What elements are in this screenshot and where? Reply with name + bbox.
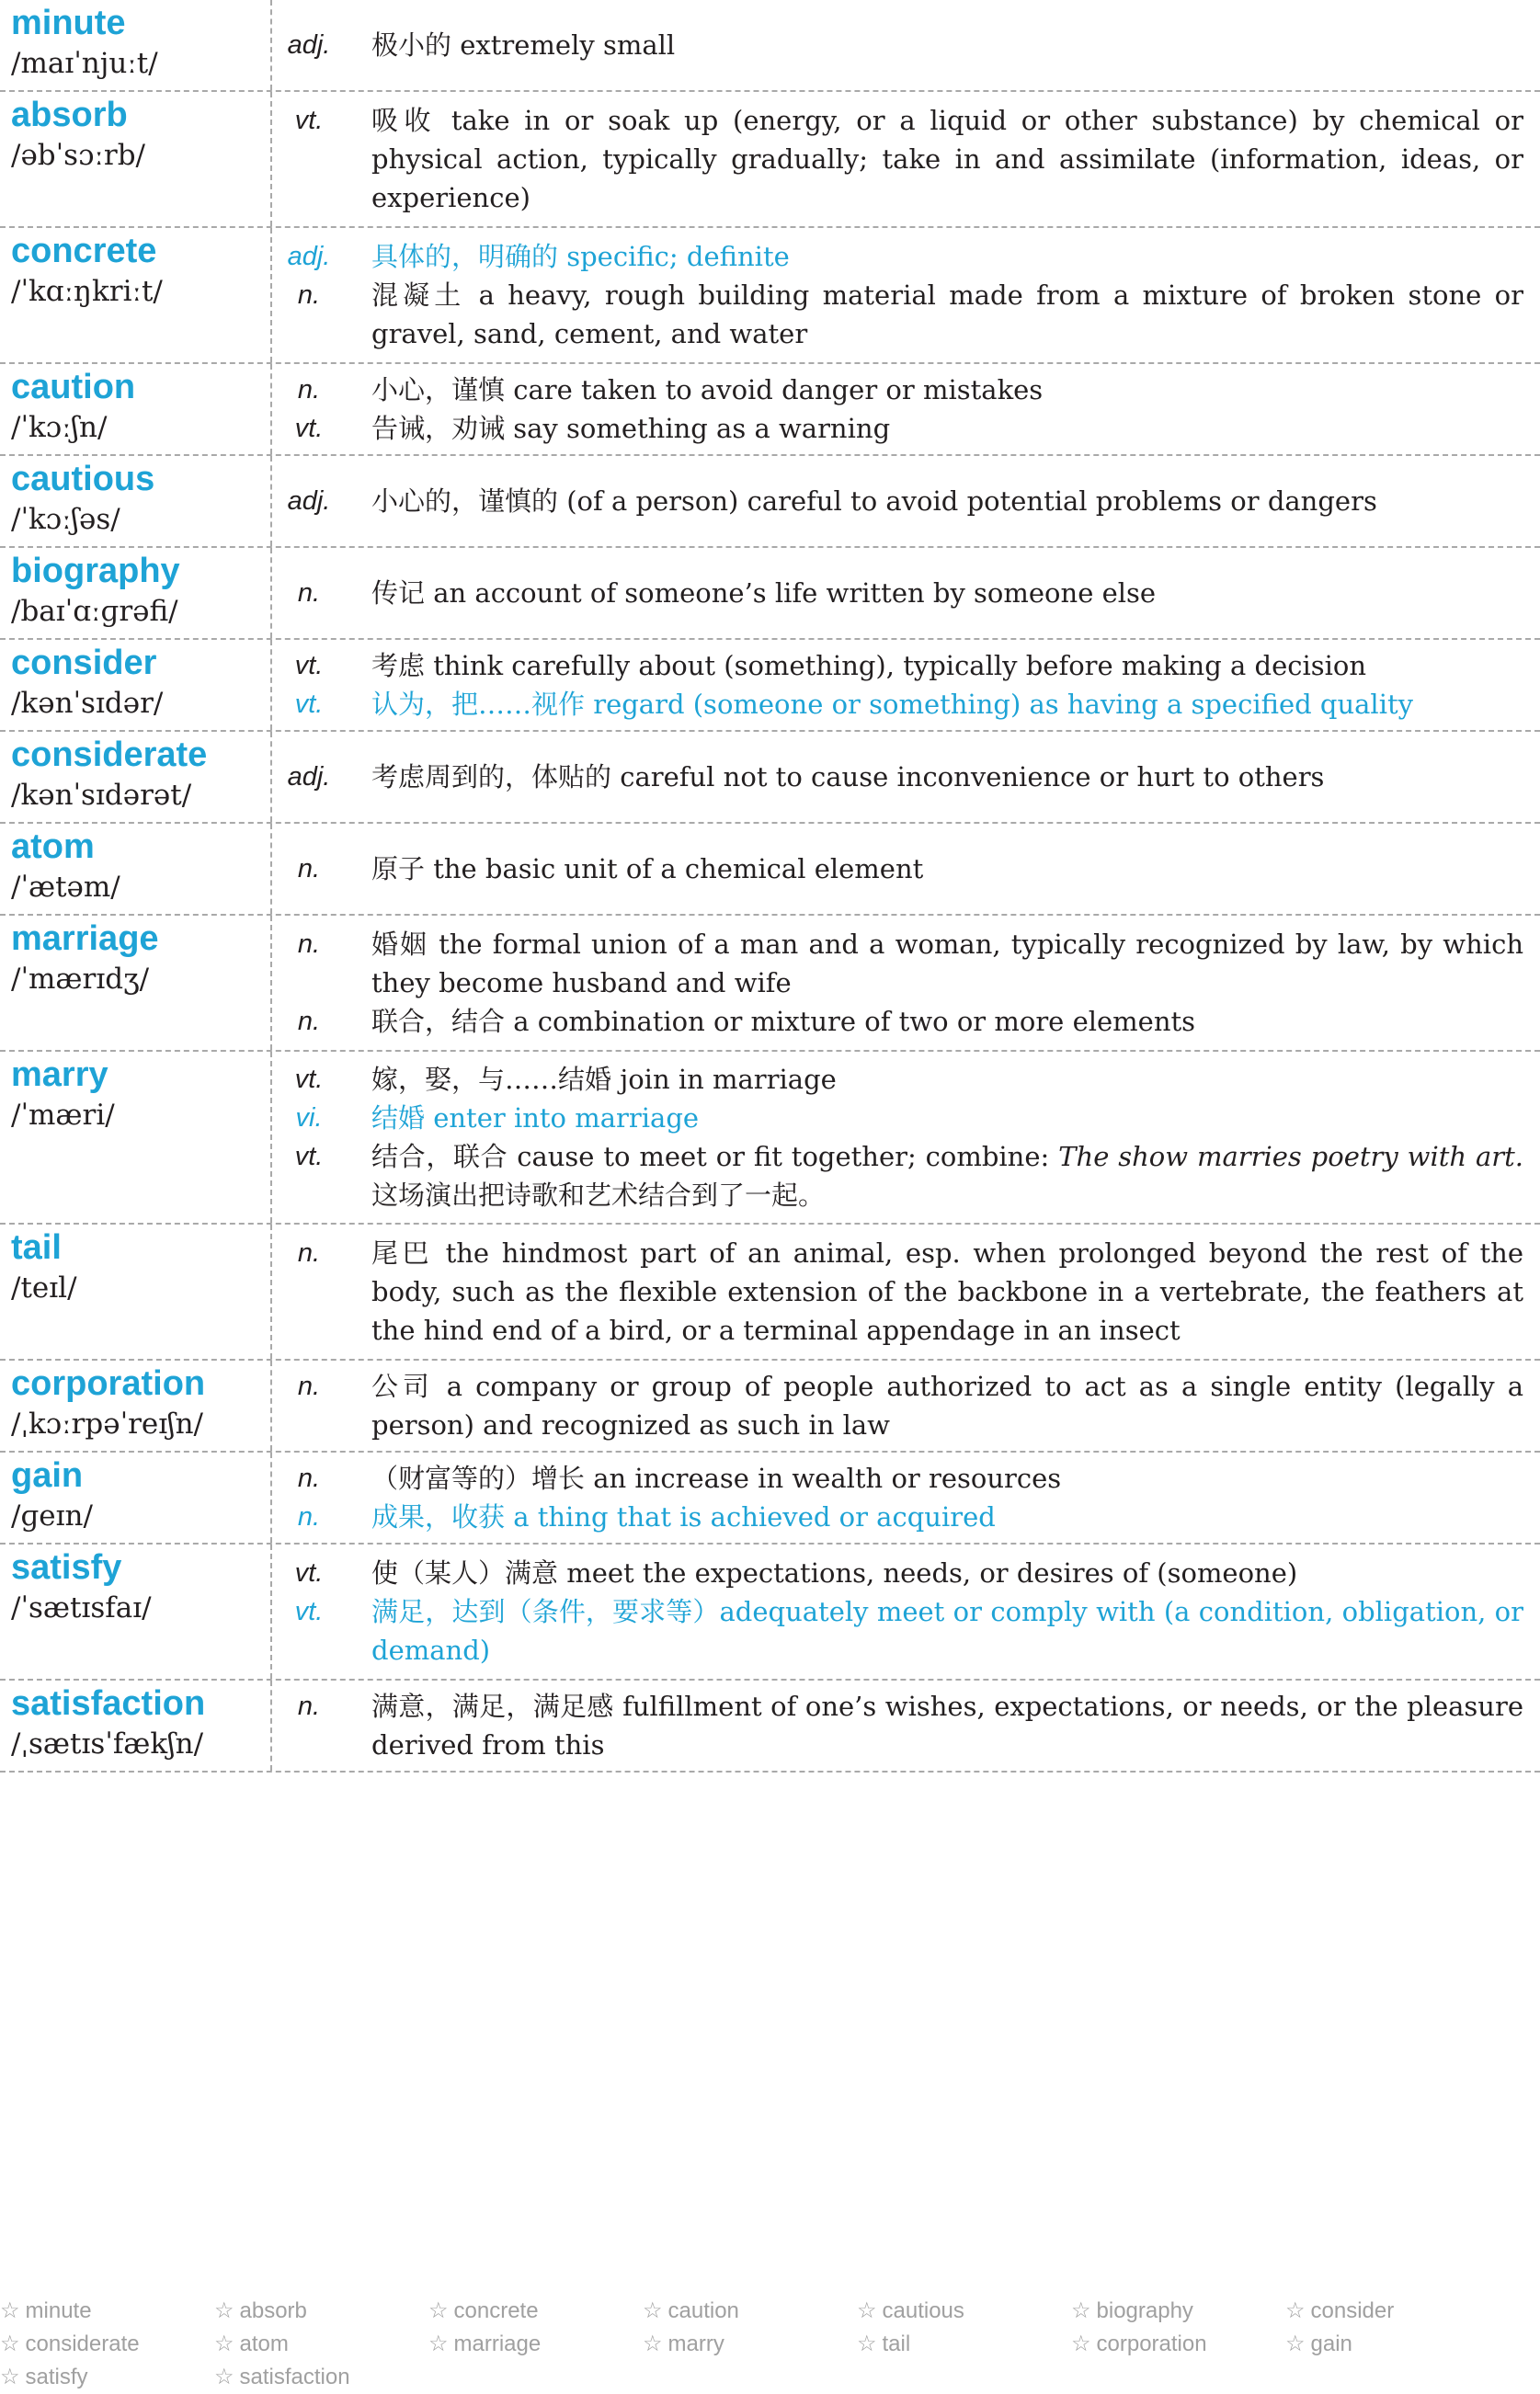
definition-text [346,1099,1540,1137]
definition-body: 小心，谨慎 care taken to avoid danger or mistakes [371,374,1044,405]
phonetic: /ˈmærɪdʒ/ [11,963,150,996]
definition-body: 吸收 take in or soak up (energy, or a liquid or other substance) by chemical or physical action, typically gradually; take in and assimilate (information, ideas, or experience) [371,105,1523,213]
part-of-speech: n. [297,578,321,608]
definition [272,1687,1540,1764]
index-item[interactable] [1285,2328,1500,2361]
index-word: biography [1096,2298,1193,2323]
headword: gain [11,1456,84,1495]
index-item[interactable] [1071,2328,1285,2361]
definition-text [346,1687,1540,1764]
part-of-speech: vt. [294,1065,324,1094]
index-item[interactable] [643,2295,857,2328]
headword: consider [11,644,157,682]
headword: cautious [11,460,155,498]
entry-row [0,1545,1540,1681]
headword: considerate [11,735,208,774]
part-of-speech: vt. [294,414,324,443]
definition [272,1137,1540,1214]
index-word: tail [882,2331,911,2356]
part-of-speech: n. [297,929,321,959]
definition-text [346,849,1540,888]
definition-text [346,276,1540,353]
index-item[interactable] [214,2295,428,2328]
index-word: gain [1310,2331,1352,2356]
part-of-speech: n. [297,1692,321,1721]
entry-row [0,824,1540,916]
definitions [272,548,1540,638]
phonetic: /kənˈsɪdər/ [11,687,164,720]
index-word: marry [667,2331,724,2356]
headword: concrete [11,232,157,270]
part-of-speech: n. [297,1502,321,1532]
definition-text [346,925,1540,1002]
index-word: considerate [25,2331,140,2356]
word-column [0,364,272,454]
definitions [272,364,1540,454]
index-item[interactable] [1285,2295,1500,2328]
part-of-speech: adj. [287,242,331,271]
headword: satisfy [11,1548,122,1587]
part-of-speech: vt. [294,651,324,680]
headword: corporation [11,1364,206,1403]
definition-body: 传记 an account of someone’s life written by someone else [371,577,1157,609]
entry-row [0,228,1540,364]
headword: tail [11,1228,62,1267]
definition [272,1498,1540,1536]
star-icon: ☆ [0,2365,20,2389]
phonetic: /ˌsætɪsˈfækʃn/ [11,1727,204,1761]
index-item[interactable] [0,2295,214,2328]
index-item[interactable] [214,2328,428,2361]
phonetic: /ˈsætɪsfaɪ/ [11,1591,152,1624]
word-column [0,1361,272,1451]
part-of-speech: n. [297,1007,321,1036]
definition [272,26,1540,64]
headword: caution [11,368,136,406]
part-of-speech: adj. [287,486,331,516]
part-of-speech: vt. [294,1142,324,1171]
definition [272,237,1540,276]
definitions [272,0,1540,90]
definition [272,1459,1540,1498]
star-icon: ☆ [1071,2298,1091,2323]
part-of-speech: n. [297,1372,321,1401]
definition [272,1554,1540,1592]
star-icon: ☆ [0,2331,20,2356]
definitions [272,824,1540,914]
star-icon: ☆ [428,2331,449,2356]
definition-text [346,482,1540,520]
star-icon: ☆ [214,2365,234,2389]
phonetic: /ˈkɑːŋkriːt/ [11,275,163,308]
definition [272,1234,1540,1350]
word-column [0,456,272,546]
part-of-speech: n. [297,280,321,310]
definition [272,685,1540,724]
definition-body: 满意，满足，满足感 fulfillment of one’s wishes, expectations, or needs, or the pleasure derived from this [371,1691,1523,1761]
definition-body: 考虑 think carefully about (something), typically before making a decision [371,650,1367,681]
definition-body: 认为，把……视作 regard (someone or something) as having a specified quality [371,689,1414,720]
word-column [0,824,272,914]
definition-body: （财富等的）增长 an increase in wealth or resources [371,1463,1062,1494]
part-of-speech: vt. [294,1597,324,1626]
part-of-speech: vt. [294,690,324,719]
part-of-speech: n. [297,375,321,405]
part-of-speech: adj. [287,762,331,792]
star-icon: ☆ [643,2298,663,2323]
index-item[interactable] [857,2295,1071,2328]
example-translation: 这场演出把诗歌和艺术结合到了一起。 [371,1180,826,1211]
definition-body: 极小的 extremely small [371,29,676,61]
entry-row [0,548,1540,640]
headword: absorb [11,96,128,134]
index-item[interactable] [1071,2295,1285,2328]
definition-body: 婚姻 the formal union of a man and a woman, typically recognized by law, by which they become husband and wife [371,929,1523,998]
index-item[interactable] [0,2361,214,2394]
entry-row [0,1361,1540,1453]
phonetic: /ˈætəm/ [11,871,120,904]
definitions [272,1453,1540,1543]
word-column [0,548,272,638]
definition [272,925,1540,1002]
definition-body: 小心的，谨慎的 (of a person) careful to avoid potential problems or dangers [371,485,1377,517]
index-word: cautious [882,2298,964,2323]
word-column [0,1052,272,1223]
definition [272,758,1540,796]
definition-body: 原子 the basic unit of a chemical element [371,853,924,884]
star-icon: ☆ [214,2331,234,2356]
word-column [0,1225,272,1359]
definition [272,646,1540,685]
entry-row [0,1052,1540,1225]
entry-row [0,456,1540,548]
definition-text [346,758,1540,796]
definition [272,574,1540,612]
index-item[interactable] [214,2361,428,2394]
entry-row [0,640,1540,732]
definition-text [346,685,1540,724]
definition-body: 结婚 enter into marriage [371,1102,700,1134]
word-index [0,2295,1540,2394]
headword: biography [11,552,180,590]
definition-body: 联合，结合 a combination or mixture of two or more elements [371,1006,1196,1037]
entry-row [0,1453,1540,1545]
definition-text [346,1498,1540,1536]
definition [272,482,1540,520]
part-of-speech: vt. [294,106,324,135]
word-column [0,0,272,90]
phonetic: /ˈkɔːʃn/ [11,411,108,444]
index-word: concrete [453,2298,539,2323]
definition-body: 考虑周到的，体贴的 careful not to cause inconvenience or hurt to others [371,761,1325,792]
entry-row [0,92,1540,228]
entry-row [0,364,1540,456]
definition-text [346,574,1540,612]
index-item[interactable] [0,2328,214,2361]
headword: marry [11,1055,108,1094]
entry-row [0,1681,1540,1773]
star-icon: ☆ [643,2331,663,2356]
index-item[interactable] [428,2328,643,2361]
star-icon: ☆ [0,2298,20,2323]
definition-text [346,409,1540,448]
word-column [0,916,272,1050]
definition-text [346,1060,1540,1099]
word-column [0,228,272,362]
index-word: consider [1310,2298,1395,2323]
definitions [272,640,1540,730]
definitions [272,916,1540,1050]
definition-body: 尾巴 the hindmost part of an animal, esp. when prolonged beyond the rest of the body, such as the flexible extension of the backbone in a vertebrate, the feathers at the hind end of a bird, or a terminal appendage in an insect [371,1237,1523,1346]
word-column [0,1453,272,1543]
definitions [272,228,1540,362]
definition-text [346,1002,1540,1041]
part-of-speech: n. [297,854,321,884]
index-item[interactable] [643,2328,857,2361]
definition [272,1060,1540,1099]
definition-text [346,237,1540,276]
definition [272,1367,1540,1444]
definition-body: 成果，收获 a thing that is achieved or acquired [371,1501,996,1533]
headword: atom [11,827,95,866]
definition-body: 公司 a company or group of people authorized to act as a single entity (legally a person) and recognized as such in law [371,1371,1523,1441]
word-column [0,1545,272,1679]
phonetic: /əbˈsɔːrb/ [11,139,145,172]
definitions [272,732,1540,822]
example-sentence: The show marries poetry with art. [1058,1141,1523,1172]
entry-row [0,0,1540,92]
phonetic: /ˈkɔːʃəs/ [11,503,120,536]
definition-body: 告诫，劝诫 say something as a warning [371,413,891,444]
phonetic: /baɪˈɑːɡrəfi/ [11,595,178,628]
phonetic: /ɡeɪn/ [11,1499,93,1533]
definitions [272,92,1540,226]
definition [272,1099,1540,1137]
index-word: absorb [239,2298,307,2323]
phonetic: /ˌkɔːrpəˈreɪʃn/ [11,1408,203,1441]
definition-text [346,1554,1540,1592]
index-word: atom [239,2331,289,2356]
entry-row [0,916,1540,1052]
definition-text [346,1592,1540,1670]
entry-row [0,1225,1540,1361]
index-word: caution [667,2298,739,2323]
phonetic: /ˈmæri/ [11,1099,115,1132]
index-word: marriage [453,2331,542,2356]
index-word: satisfaction [239,2365,350,2389]
index-item[interactable] [428,2295,643,2328]
definition [272,849,1540,888]
headword: marriage [11,919,159,958]
definition-text [346,101,1540,217]
star-icon: ☆ [857,2331,877,2356]
definitions [272,1225,1540,1359]
star-icon: ☆ [857,2298,877,2323]
definition-text [346,646,1540,685]
definitions [272,456,1540,546]
definitions [272,1681,1540,1771]
definition [272,101,1540,217]
part-of-speech: n. [297,1238,321,1268]
definition-body: 混凝土 a heavy, rough building material made from a mixture of broken stone or gravel, sand, cement, and water [371,279,1523,349]
definitions [272,1361,1540,1451]
phonetic: /kənˈsɪdərət/ [11,779,192,812]
definition-text [346,1459,1540,1498]
word-column [0,640,272,730]
phonetic: /maɪˈnjuːt/ [11,47,158,80]
definition [272,370,1540,409]
index-word: minute [25,2298,92,2323]
part-of-speech: adj. [287,30,331,60]
word-column [0,1681,272,1771]
index-word: satisfy [25,2365,88,2389]
headword: satisfaction [11,1684,206,1723]
entry-row [0,732,1540,824]
star-icon: ☆ [1285,2331,1306,2356]
index-word: corporation [1096,2331,1207,2356]
definition-body: 结合，联合 cause to meet or fit together; combine: [371,1141,1059,1172]
definition [272,409,1540,448]
star-icon: ☆ [1285,2298,1306,2323]
star-icon: ☆ [1071,2331,1091,2356]
definition-body: 具体的，明确的 specific; definite [371,241,790,272]
definition-body: 使（某人）满意 meet the expectations, needs, or desires of (someone) [371,1557,1298,1589]
definition-text [346,1234,1540,1350]
part-of-speech: vi. [295,1103,323,1133]
definition-body: 满足，达到（条件，要求等）adequately meet or comply with (a condition, obligation, or demand) [371,1596,1523,1666]
definition [272,1002,1540,1041]
definition-text [346,26,1540,64]
definition-text [346,1367,1540,1444]
phonetic: /teɪl/ [11,1271,77,1305]
index-item[interactable] [857,2328,1071,2361]
word-column [0,92,272,226]
word-column [0,732,272,822]
definition-body: 嫁，娶，与……结婚 join in marriage [371,1064,837,1095]
definition-text [346,370,1540,409]
definitions [272,1545,1540,1679]
headword: minute [11,4,126,42]
definition [272,1592,1540,1670]
part-of-speech: n. [297,1464,321,1493]
part-of-speech: vt. [294,1558,324,1588]
definition [272,276,1540,353]
definitions [272,1052,1540,1223]
star-icon: ☆ [214,2298,234,2323]
definition-text [346,1137,1540,1214]
star-icon: ☆ [428,2298,449,2323]
